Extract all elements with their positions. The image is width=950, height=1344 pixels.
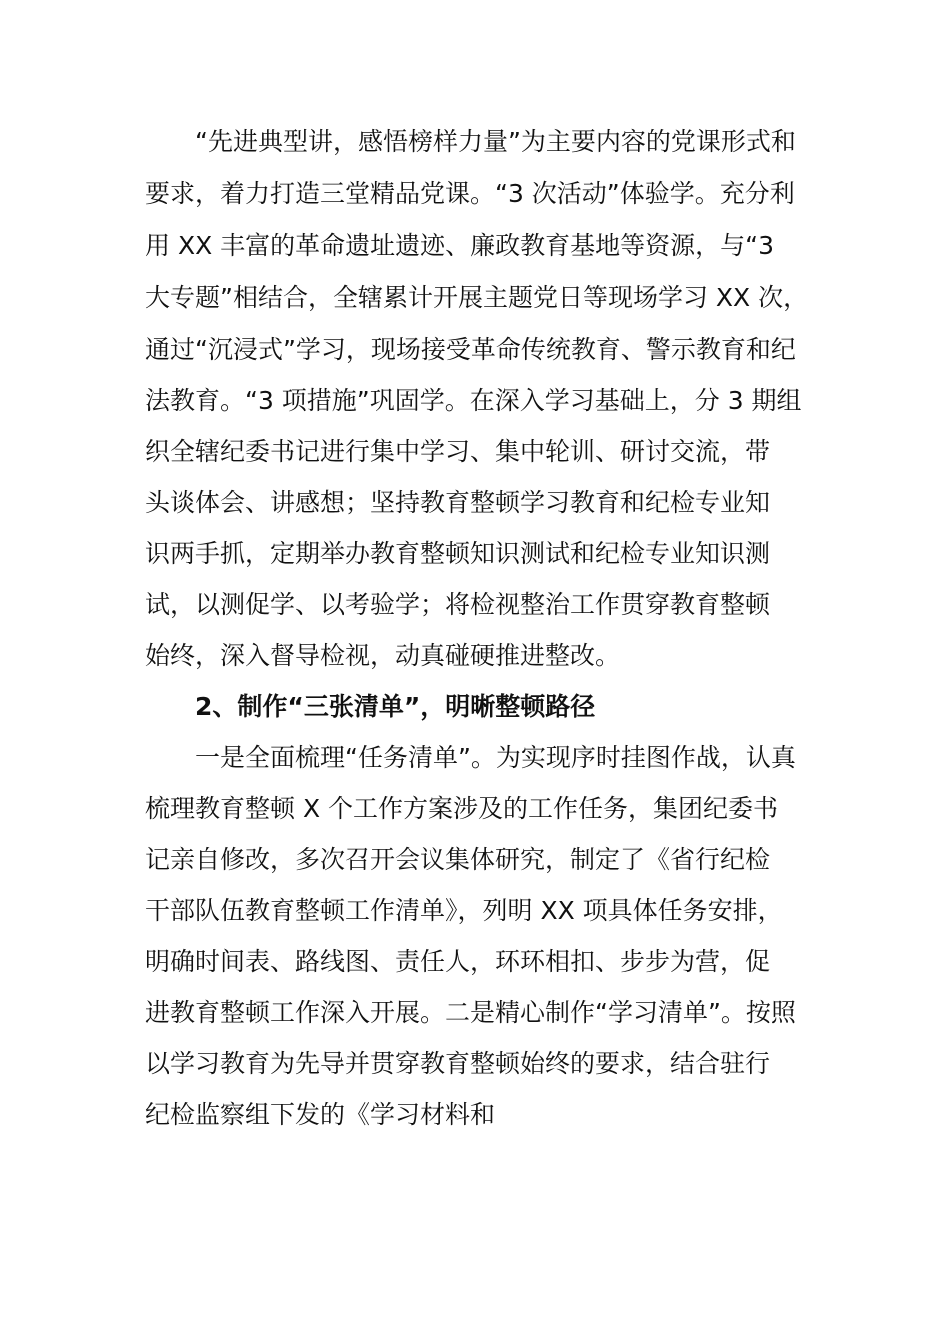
body-text-line: 要求，着力打造三堂精品党课。“3 次活动”体验学。充分利 (145, 179, 795, 208)
body-text-line: 织全辖纪委书记进行集中学习、集中轮训、研讨交流，带 (145, 437, 771, 466)
body-text-line: 法教育。“3 项措施”巩固学。在深入学习基础上，分 3 期组 (145, 386, 802, 415)
body-text-line: 纪检监察组下发的《学习材料和 (145, 1100, 496, 1129)
body-text-line: 以学习教育为先导并贯穿教育整顿始终的要求，结合驻行 (145, 1049, 771, 1078)
section-heading: 2、制作“三张清单”，明晰整顿路径 (195, 692, 596, 721)
body-text-line: 试，以测促学、以考验学；将检视整治工作贯穿教育整顿 (145, 590, 771, 619)
body-text-line: “先进典型讲，感悟榜样力量”为主要内容的党课形式和 (195, 127, 796, 156)
body-text-line: 识两手抓，定期举办教育整顿知识测试和纪检专业知识测 (145, 539, 771, 568)
body-text-line: 用 XX 丰富的革命遗址遗迹、廉政教育基地等资源，与“3 (145, 231, 775, 260)
body-text-line: 通过“沉浸式”学习，现场接受革命传统教育、警示教育和纪 (145, 335, 796, 364)
body-text-line: 记亲自修改，多次召开会议集体研究，制定了《省行纪检 (145, 845, 771, 874)
body-text-line: 梳理教育整顿 X 个工作方案涉及的工作任务，集团纪委书 (145, 794, 779, 823)
body-text-line: 明确时间表、路线图、责任人，环环相扣、步步为营，促 (145, 947, 771, 976)
body-text-line: 干部队伍教育整顿工作清单》，列明 XX 项具体任务安排， (145, 896, 783, 925)
body-text-line: 大专题”相结合，全辖累计开展主题党日等现场学习 XX 次， (145, 283, 809, 312)
body-text-line: 进教育整顿工作深入开展。二是精心制作“学习清单”。按照 (145, 998, 796, 1027)
body-text-line: 始终，深入督导检视，动真碰硬推进整改。 (145, 641, 621, 670)
body-text-line: 一是全面梳理“任务清单”。为实现序时挂图作战，认真 (195, 743, 796, 772)
body-text-line: 头谈体会、讲感想；坚持教育整顿学习教育和纪检专业知 (145, 488, 771, 517)
